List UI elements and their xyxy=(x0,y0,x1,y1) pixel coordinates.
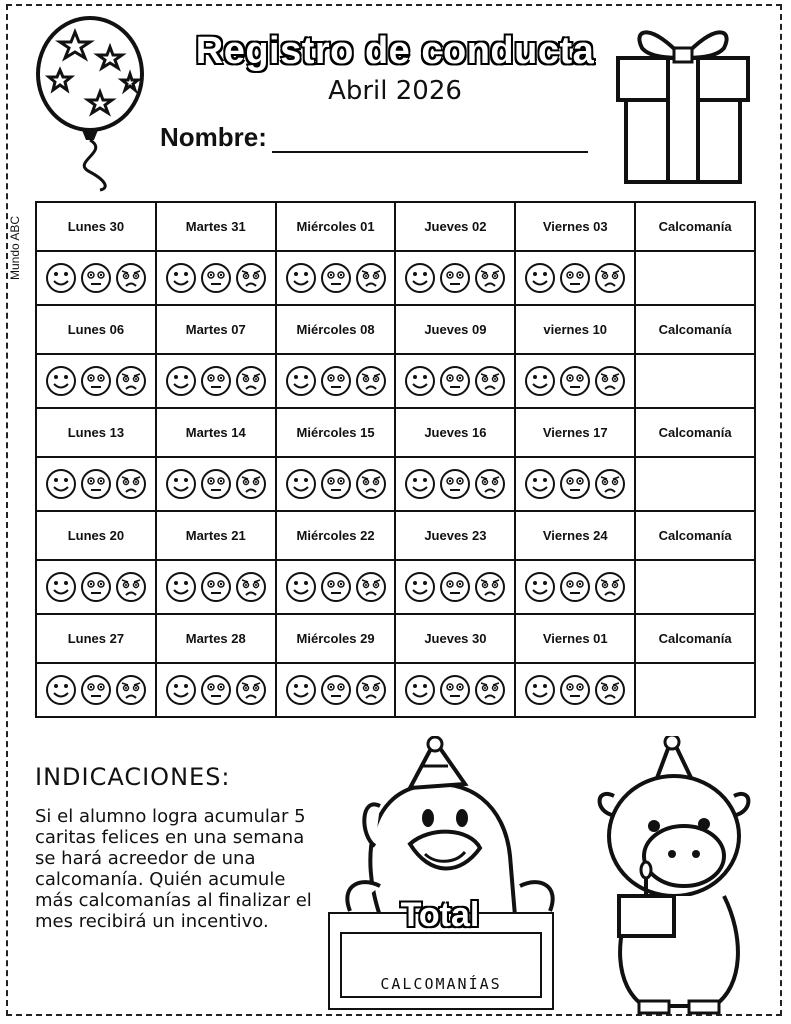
sad-face-icon[interactable] xyxy=(355,365,387,397)
conduct-table xyxy=(35,201,756,718)
sad-face-icon[interactable] xyxy=(115,674,147,706)
sad-face-icon[interactable] xyxy=(115,571,147,603)
faces-cell xyxy=(276,560,396,614)
neutral-face-icon[interactable] xyxy=(559,571,591,603)
faces-cell xyxy=(36,251,156,305)
faces-cell xyxy=(156,251,276,305)
day-label: Miércoles 08 xyxy=(276,305,396,354)
neutral-face-icon[interactable] xyxy=(80,468,112,500)
day-label: Miércoles 22 xyxy=(276,511,396,560)
happy-face-icon[interactable] xyxy=(524,674,556,706)
happy-face-icon[interactable] xyxy=(404,262,436,294)
faces-cell xyxy=(395,457,515,511)
day-label: Lunes 30 xyxy=(36,202,156,251)
day-label: Martes 07 xyxy=(156,305,276,354)
day-label: Miércoles 29 xyxy=(276,614,396,663)
neutral-face-icon[interactable] xyxy=(320,262,352,294)
day-label: Lunes 27 xyxy=(36,614,156,663)
sad-face-icon[interactable] xyxy=(115,262,147,294)
happy-face-icon[interactable] xyxy=(285,571,317,603)
happy-face-icon[interactable] xyxy=(285,468,317,500)
week-header-row xyxy=(36,614,755,663)
sad-face-icon[interactable] xyxy=(474,365,506,397)
day-label: Martes 14 xyxy=(156,408,276,457)
neutral-face-icon[interactable] xyxy=(80,674,112,706)
faces-cell xyxy=(156,560,276,614)
week-faces-row xyxy=(36,560,755,614)
happy-face-icon[interactable] xyxy=(45,365,77,397)
neutral-face-icon[interactable] xyxy=(439,674,471,706)
week-header-row xyxy=(36,511,755,560)
sad-face-icon[interactable] xyxy=(235,674,267,706)
faces-cell xyxy=(395,354,515,408)
happy-face-icon[interactable] xyxy=(165,674,197,706)
week-header-row xyxy=(36,408,755,457)
day-label: Miércoles 15 xyxy=(276,408,396,457)
neutral-face-icon[interactable] xyxy=(200,365,232,397)
happy-face-icon[interactable] xyxy=(45,262,77,294)
neutral-face-icon[interactable] xyxy=(320,468,352,500)
day-label: Lunes 06 xyxy=(36,305,156,354)
happy-face-icon[interactable] xyxy=(524,365,556,397)
day-label: Viernes 17 xyxy=(515,408,635,457)
penguin-icon xyxy=(340,736,560,916)
week-header-row xyxy=(36,202,755,251)
sticker-cell[interactable] xyxy=(635,251,755,305)
week-faces-row xyxy=(36,354,755,408)
faces-cell xyxy=(515,560,635,614)
happy-face-icon[interactable] xyxy=(45,571,77,603)
sticker-label: Calcomanía xyxy=(635,614,755,663)
faces-cell xyxy=(36,560,156,614)
happy-face-icon[interactable] xyxy=(404,468,436,500)
faces-cell xyxy=(156,663,276,717)
happy-face-icon[interactable] xyxy=(285,365,317,397)
day-label: Jueves 02 xyxy=(395,202,515,251)
day-label: Jueves 23 xyxy=(395,511,515,560)
day-label: Martes 28 xyxy=(156,614,276,663)
neutral-face-icon[interactable] xyxy=(559,262,591,294)
faces-cell xyxy=(515,663,635,717)
neutral-face-icon[interactable] xyxy=(80,365,112,397)
week-faces-row xyxy=(36,251,755,305)
sticker-label: Calcomanía xyxy=(635,305,755,354)
faces-cell xyxy=(156,457,276,511)
neutral-face-icon[interactable] xyxy=(320,674,352,706)
happy-face-icon[interactable] xyxy=(404,674,436,706)
sticker-cell[interactable] xyxy=(635,663,755,717)
sad-face-icon[interactable] xyxy=(235,262,267,294)
sad-face-icon[interactable] xyxy=(594,571,626,603)
faces-cell xyxy=(395,251,515,305)
sticker-cell[interactable] xyxy=(635,457,755,511)
day-label: Viernes 24 xyxy=(515,511,635,560)
faces-cell xyxy=(36,457,156,511)
sad-face-icon[interactable] xyxy=(235,365,267,397)
sad-face-icon[interactable] xyxy=(355,262,387,294)
neutral-face-icon[interactable] xyxy=(320,571,352,603)
sad-face-icon[interactable] xyxy=(115,365,147,397)
cow-icon xyxy=(584,736,774,1016)
happy-face-icon[interactable] xyxy=(45,468,77,500)
week-header-row xyxy=(36,305,755,354)
sad-face-icon[interactable] xyxy=(115,468,147,500)
happy-face-icon[interactable] xyxy=(165,571,197,603)
total-title: Total xyxy=(400,896,480,934)
sad-face-icon[interactable] xyxy=(594,365,626,397)
happy-face-icon[interactable] xyxy=(524,571,556,603)
faces-cell xyxy=(276,457,396,511)
faces-cell xyxy=(395,663,515,717)
day-label: Viernes 01 xyxy=(515,614,635,663)
neutral-face-icon[interactable] xyxy=(559,365,591,397)
happy-face-icon[interactable] xyxy=(285,674,317,706)
sad-face-icon[interactable] xyxy=(474,262,506,294)
faces-cell xyxy=(395,560,515,614)
faces-cell xyxy=(36,663,156,717)
day-label: Martes 21 xyxy=(156,511,276,560)
day-label: Martes 31 xyxy=(156,202,276,251)
neutral-face-icon[interactable] xyxy=(200,468,232,500)
happy-face-icon[interactable] xyxy=(404,365,436,397)
sad-face-icon[interactable] xyxy=(235,468,267,500)
sticker-cell[interactable] xyxy=(635,560,755,614)
faces-cell xyxy=(515,457,635,511)
neutral-face-icon[interactable] xyxy=(200,571,232,603)
total-subtitle: CALCOMANÍAS xyxy=(380,975,502,993)
sad-face-icon[interactable] xyxy=(594,468,626,500)
faces-cell xyxy=(276,663,396,717)
happy-face-icon[interactable] xyxy=(165,365,197,397)
page-title: Registro de conducta xyxy=(195,30,595,72)
sticker-label: Calcomanía xyxy=(635,511,755,560)
faces-cell xyxy=(156,354,276,408)
day-label: Jueves 16 xyxy=(395,408,515,457)
neutral-face-icon[interactable] xyxy=(80,571,112,603)
happy-face-icon[interactable] xyxy=(45,674,77,706)
faces-cell xyxy=(36,354,156,408)
day-label: Jueves 30 xyxy=(395,614,515,663)
faces-cell xyxy=(515,251,635,305)
happy-face-icon[interactable] xyxy=(285,262,317,294)
indications-text: Si el alumno logra acumular 5 caritas felices en una semana se hará acreedor de una calcomanía. Quién acumule más calcomanías al finalizar el mes recibirá un incentivo. xyxy=(35,806,312,932)
week-faces-row xyxy=(36,457,755,511)
neutral-face-icon[interactable] xyxy=(559,468,591,500)
sticker-label: Calcomanía xyxy=(635,202,755,251)
neutral-face-icon[interactable] xyxy=(200,262,232,294)
day-label: Miércoles 01 xyxy=(276,202,396,251)
day-label: viernes 10 xyxy=(515,305,635,354)
neutral-face-icon[interactable] xyxy=(320,365,352,397)
side-credit: Mundo ABC xyxy=(8,215,22,280)
faces-cell xyxy=(276,354,396,408)
sticker-cell[interactable] xyxy=(635,354,755,408)
happy-face-icon[interactable] xyxy=(165,262,197,294)
neutral-face-icon[interactable] xyxy=(200,674,232,706)
neutral-face-icon[interactable] xyxy=(439,571,471,603)
neutral-face-icon[interactable] xyxy=(80,262,112,294)
sad-face-icon[interactable] xyxy=(355,571,387,603)
day-label: Viernes 03 xyxy=(515,202,635,251)
happy-face-icon[interactable] xyxy=(524,468,556,500)
faces-cell xyxy=(276,251,396,305)
page-subtitle: Abril 2026 xyxy=(328,76,462,106)
day-label: Lunes 20 xyxy=(36,511,156,560)
balloon-icon xyxy=(30,12,150,192)
neutral-face-icon[interactable] xyxy=(439,468,471,500)
sad-face-icon[interactable] xyxy=(594,674,626,706)
sad-face-icon[interactable] xyxy=(355,468,387,500)
happy-face-icon[interactable] xyxy=(524,262,556,294)
sad-face-icon[interactable] xyxy=(355,674,387,706)
sad-face-icon[interactable] xyxy=(235,571,267,603)
day-label: Lunes 13 xyxy=(36,408,156,457)
sad-face-icon[interactable] xyxy=(474,674,506,706)
sad-face-icon[interactable] xyxy=(594,262,626,294)
faces-cell xyxy=(515,354,635,408)
happy-face-icon[interactable] xyxy=(165,468,197,500)
sad-face-icon[interactable] xyxy=(474,468,506,500)
name-label: Nombre: xyxy=(160,122,267,152)
neutral-face-icon[interactable] xyxy=(439,262,471,294)
indications-title: INDICACIONES: xyxy=(35,763,231,791)
neutral-face-icon[interactable] xyxy=(559,674,591,706)
sad-face-icon[interactable] xyxy=(474,571,506,603)
week-faces-row xyxy=(36,663,755,717)
neutral-face-icon[interactable] xyxy=(439,365,471,397)
happy-face-icon[interactable] xyxy=(404,571,436,603)
day-label: Jueves 09 xyxy=(395,305,515,354)
sticker-label: Calcomanía xyxy=(635,408,755,457)
name-field[interactable] xyxy=(272,151,588,153)
